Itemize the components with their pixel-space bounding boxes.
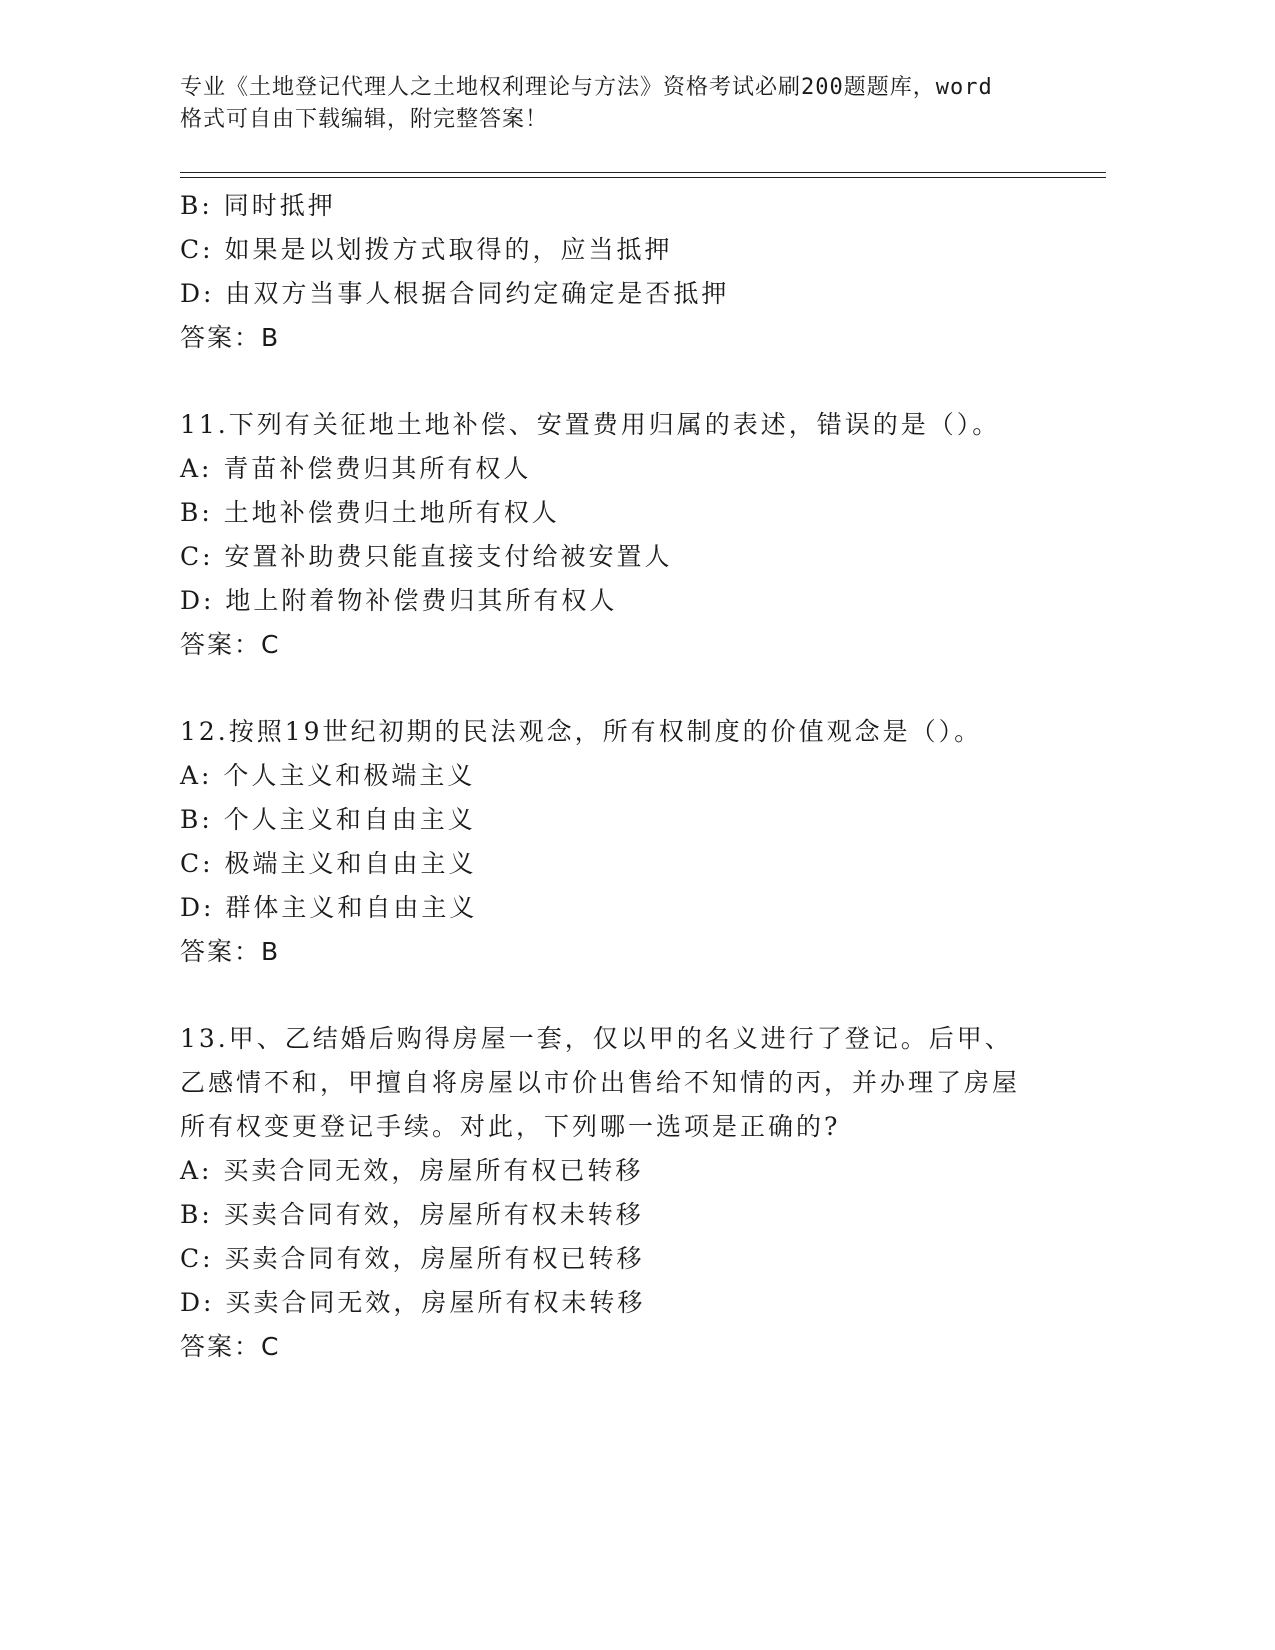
question-12	[180, 710, 1080, 974]
option-c: C: 如果是以划拨方式取得的，应当抵押	[180, 235, 673, 264]
option-d: D: 地上附着物补偿费归其所有权人	[180, 586, 618, 615]
option-d: D: 买卖合同无效，房屋所有权未转移	[180, 1288, 646, 1317]
option-d: D: 群体主义和自由主义	[180, 893, 478, 922]
question-content	[180, 184, 1080, 1369]
answer: 答案：C	[180, 1332, 281, 1361]
option-a: A: 青苗补偿费归其所有权人	[180, 454, 532, 483]
option-b: B: 土地补偿费归土地所有权人	[180, 498, 560, 527]
question-text: 11.下列有关征地土地补偿、安置费用归属的表述，错误的是（）。	[180, 410, 1001, 439]
option-b: B: 买卖合同有效，房屋所有权未转移	[180, 1200, 644, 1229]
option-a: A: 买卖合同无效，房屋所有权已转移	[180, 1156, 644, 1185]
header-divider-top	[180, 172, 1106, 173]
header-line-2: 格式可自由下载编辑，附完整答案！	[180, 107, 549, 132]
option-a: A: 个人主义和极端主义	[180, 761, 476, 790]
previous-question-tail	[180, 184, 1080, 360]
question-text: 12.按照19世纪初期的民法观念，所有权制度的价值观念是（）。	[180, 717, 983, 746]
header-divider-bottom	[180, 177, 1106, 178]
answer: 答案：B	[180, 323, 281, 352]
option-c: C: 安置补助费只能直接支付给被安置人	[180, 542, 673, 571]
option-c: C: 买卖合同有效，房屋所有权已转移	[180, 1244, 645, 1273]
option-d: D: 由双方当事人根据合同约定确定是否抵押	[180, 279, 730, 308]
answer: 答案：C	[180, 630, 281, 659]
document-header	[180, 72, 1080, 136]
question-13	[180, 1017, 1080, 1369]
header-line-1: 专业《土地登记代理人之土地权利理论与方法》资格考试必刷200题题库，word	[180, 75, 993, 100]
option-b: B: 同时抵押	[180, 191, 336, 220]
option-c: C: 极端主义和自由主义	[180, 849, 477, 878]
question-11	[180, 403, 1080, 667]
question-text: 13.甲、乙结婚后购得房屋一套，仅以甲的名义进行了登记。后甲、乙感情不和，甲擅自将房屋以市价出售给不知情的丙，并办理了房屋所有权变更登记手续。对此，下列哪一选项是正确的?	[180, 1024, 1021, 1141]
option-b: B: 个人主义和自由主义	[180, 805, 476, 834]
answer: 答案：B	[180, 937, 281, 966]
